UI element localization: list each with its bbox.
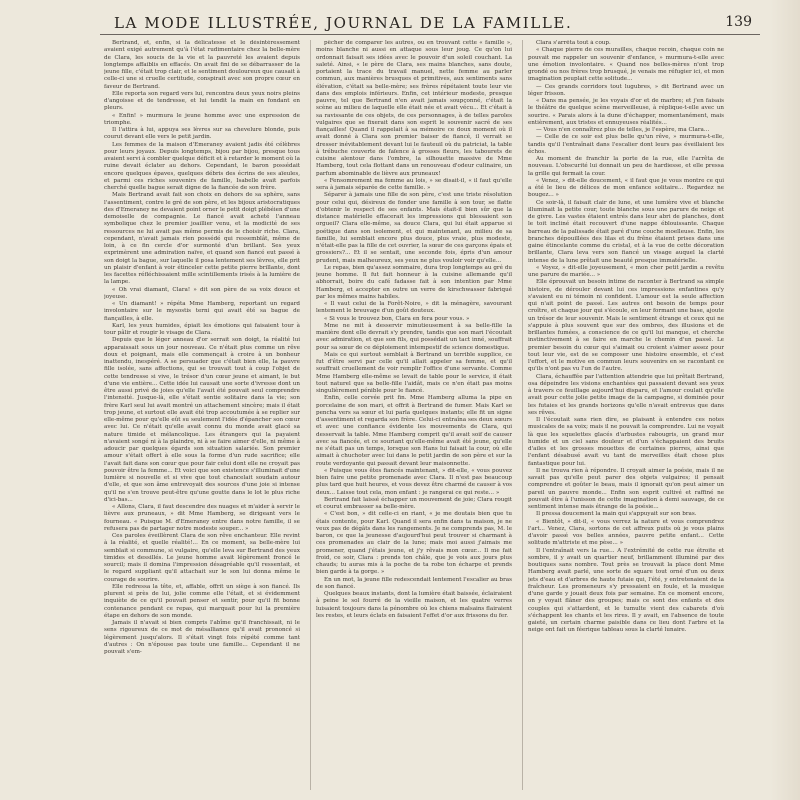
article-paragraph: Elle reporta son regard vers lui, rencontra deux yeux noirs pleins d'angoisse et de tendresse, et lui tendit la main en fondant en pleurs. [104, 90, 300, 112]
article-paragraph: « Enfin! » murmura le jeune homme avec une expression de triomphe. [104, 112, 300, 126]
masthead [96, 14, 752, 36]
article-paragraph: « Oh vrai diamant, Clara! » dit son père de sa voix douce et joyeuse. [104, 286, 300, 300]
article-paragraph: « Chaque pierre de ces murailles, chaque recoin, chaque coin ne pouvait me rappeler un souvenir d'enfance, » murmura-t-elle avec une émotion involontaire. « Quand nos belles-mères n'ont trop grondé ou nos frères trop brusqué, je venais me réfugier ici, et mon imagination peuplait cette solitude... [528, 47, 724, 83]
article-paragraph: Clara, échauffée par l'attention attendrie que lui prêtait Bertrand, osa dépeindre les visions enchantées qui passaient devant ses yeux à travers ce feuillage aujourd'hui disparu, et l'amour coulait qu'elle avait pour cette jolie petite image de la campagne, si dominée pour les futaies et les grands horizons qu'elle n'avait entrevus que dans ses rêves. [528, 373, 724, 416]
article-paragraph: Elle redressa la tête, et, affable, offrit un siège à son fiancé. Ils plurent si près de lui, jolie comme elle l'était, et si évidemment inquiète de ce qu'il pouvait penser et sentir, pour qu'il fit bonne contenance pendant ce repas, qui marquait pour lui la première étape en dehors de son monde. [104, 583, 300, 619]
column-divider [310, 40, 311, 790]
article-paragraph: « Un diamant! » répéta Mme Hamberg, reportant un regard involontaire sur le mysostis terni qui avait été sa bague de fiançailles, à elle. [104, 301, 300, 322]
text-column-1 [104, 40, 300, 792]
article-paragraph: pêcher de comparer les autres, ou en trouvant cette « famille », moins blanche ni aussi en attaque sous leur joug. Ce qu'on lui ordonnait faisait ses idées avec le pouvoir d'un soleil couchant. La saleté. Ainsi, « le père de Clara, ses mains blanches, sans doute, portaient la trace du travail manuel, nette femme au parler commun, aux manières brusques et primitives, aux sentiments sans élévation, c'était sa belle-mère; ses frères répétaient toute leur vie dans des emplois inférieurs. Enfin, cet intérieur modeste, presque pauvre, tel que Bertrand n'en avait jamais soupçonné, c'était la scène au milieu de laquelle elle était née et avait vécu... Et c'était à sa ravissante de ces objets, de ces personnages, à de telles paroles vulgaires que se fixerait dans son esprit le souvenir sacré de ses fiançailles! Quand il rappelait à sa mémoire ce doux moment où il avait donné à Clara son premier baiser de fiancé, il verrait se dresser inévitablement devant lui le fauteuil où du patriciat, la table à trébuche couverte de faïence à grosses fleurs, les tabourets de cuisine alentour dans l'ombre, la silhouette massive de Mme Hamberg, tout cela flottant dans un renouveau d'odeur culinaire, un parfum abominable de lièvre aux pruneaux! [316, 40, 512, 177]
article-paragraph: Les femmes de la maison d'Emeraney avaient jadis été célèbres pour leurs joyaux. Depuis longtemps, bijou par bijou, presque tous avaient servi à combler quelque déficit et à retarder le moment où la ruine devait éclater au dehors. Cependant, le baron possédait encore quelques épaves, quelques débris des écrins de ses aïeules, et parmi ces riches souvenirs de famille, Isabelle avait parfois cherché quelle bague serait digne de la fiancée de son frère. [104, 141, 300, 191]
article-paragraph: Mais ce qui surtout semblait à Bertrand un terrible supplice, ce fut d'être servi par celle qu'il allait appeler sa femme, et qu'il souffrait cruellement de voir remplir l'office d'une servante. Comme Mme Hamberg elle-même se levait de table pour le service, il était tout naturel que sa belle-fille l'aidât, mais ce n'en était pas moins singulièrement pénible pour le fiancé. [316, 351, 512, 394]
article-paragraph: Bertrand fait laissé échapper un mouvement de joie; Clara rougit et courut embrasser sa belle-mère. [316, 496, 512, 510]
article-paragraph: « C'est bon, » dit celle-ci en riant, « je me doutais bien que tu étais contente, pour Karl. Quand il sera enfin dans ta maison, je ne veux pas de dégâts dans les rangements. Je ne comprends pas, M. le baron, ce que la jeunesse d'aujourd'hui peut trouver si charmant à ces promenades au clair de la lune; mais moi aussi j'aimais me promener, quand j'étais jeune, et j'y rêvais mon cœur... Il me fait froid, ce soir, Clara : prends ton châle, que je vois aux jours plus chauds; tu auras mis à la poche de ta robe ton écharpe et prends bien garde à ta gorge. » [316, 511, 512, 576]
header-rule [100, 34, 760, 35]
article-paragraph: — Celle de ce soir est plus belle qu'un rêve, » murmura-t-elle, tandis qu'il l'entraînait dans l'escalier dont leurs pas éveillaient les échos. [528, 134, 724, 155]
article-paragraph: En un mot, la jeune fille redescendait lentement l'escalier au bras de son fiancé. [316, 576, 512, 590]
page-edge-shadow [770, 0, 800, 800]
article-paragraph: Clara s'arrêta tout à coup. [536, 40, 611, 46]
article-paragraph: — Ces grands corridors tout lugubres, » dit Bertrand avec un léger frisson. [528, 83, 724, 97]
article-paragraph: Enfin, celle corvée prit fin. Mme Hamberg alluma la pipe en porcelaine de son mari, et offrit à Bertrand de fumer. Mais Karl se pencha vers sa sœur et lui parla quelques instants; elle fit un signe d'assentiment et regarda son frère. Celui-ci entraîna ses deux sœurs et avec une confiance évidente les mouvements de Clara, qui desservait la table. Mme Hamberg comprit qu'il avait soif de causer avec sa fiancée, et ce souriant qu'elle-même avait été jeune, qu'elle ne s'était pas un temps, lorsque son Hans lui faisait la cour, où elle aimait à chuchoter avec lui dans le petit jardin de son père et sur la route verdoyante qui passait devant leur maisonnette. [316, 395, 512, 467]
article-paragraph: Mme ne mit à desservir minutieusement à sa belle-fille la manière dont elle devrait s'y prendre, tandis que son mari l'écoutait avec admiration, et que son fils, qui possédait un tact inné, souffrait pour sa sœur de ce déploiement intempestif de science domestique. [316, 322, 512, 351]
article-paragraph: Il l'écoutait sans rien dire, se plaisant à entendre ces notes musicales de sa voix; mais il ne pouvait la comprendre. Lui ne voyait là que les squelettes glacés d'arbustes rabougris, un grand mur humide et un ciel sans douleur et d'un s'échappaient des bruits d'ailes et les grosses mouettes de certaines pierres, ainsi que l'enfant désabusé avait vu tant de merveilles était chose plus fantastique pour lui. [528, 417, 724, 467]
article-paragraph: Mais Bertrand avait fait son choix en dehors de sa sphère, sans l'assentiment, contre le gré de son père, et les bijoux aristocratiques des d'Emeraney ne devaient point orner le petit doigt plébéien d'une demoiselle de compagnie. Le fiancé avait acheté l'anneau symbolique chez le premier joaillier venu, et la modicité de ses ressources ne lui avait pas même permis de le choisir riche. Clara, cependant, n'avait jamais rien possédé qui ressemblât, même de loin, à ce fin cercle d'or surmonté d'un brillant. Ses yeux exprimèrent une admiration naïve, et quand son fiancé eut passé à son doigt la bague, sur laquelle il posa lentement ses lèvres, elle prit un plaisir d'enfant à voir étinceler cette petite pierre brillante, dont les facettes réfléchissaient mille scintillements irisés à la lumière de la lampe. [104, 192, 300, 286]
article-paragraph: « Venez, » dit-elle doucement, « il faut que je vous montre ce qui a été le lieu de délices de mon enfance solitaire... Regardez ne bougez... » [528, 177, 724, 199]
article-paragraph: Le repas, bien qu'assez sommaire, dura trop longtemps au gré du jeune homme. Il fut fait honneur à la cuisine allemande qu'il abhorrait, boire du café fadasse fait à son intention par Mme Hamberg, et accepter en outre un verre de kirschwasser fabriqué par les mêmes mains habiles. [316, 264, 512, 300]
article-paragraph: Séparer à jamais une fille de son père, c'est une triste résolution pour celui qui, désireux de fonder une famille à son tour, se flatte d'obtenir le respect de ses enfants. Mais était-il bien sûr que la distance matérielle effacerait les impressions qui blessaient son orgueil? Clara elle-même, sa douce Clara, qui lui était apparue si poétique dans son isolement, et qui maintenant, au milieu de sa famille, lui semblait encore plus douce, plus vraie, plus modeste, n'était-elle pas la fille de cet ouvrier, la sœur de ces garçons épais et grossiers?... Et il se sentait, une seconde fois, épris d'un amour prudent, mais malheureux, ses yeux ne plus vouloir voir qu'elle... [316, 192, 512, 264]
page-number: 139 [725, 14, 752, 30]
article-paragraph: Il ne trouva rien à répondre. Il croyait aimer la poésie, mais il ne savait pas qu'elle peut parer des objets vulgaires; il pensait comprendre et goûter le beau, mais il ignorait qu'on peut aimer un pareil un pauvre monde... Enfin son esprit cultivé et raffiné ne pouvait être à l'unisson de cette imagination à demi sauvage, de ce sentiment intense mais étrange de la poésie... [528, 467, 724, 510]
article-paragraph: Ces paroles éveillèrent Clara de son rêve enchanteur. Elle revint à la réalité, et quelle réalité!... En ce moment, sa belle-mère lui semblait si commune, si vulgaire, qu'elle leva sur Bertrand des yeux timides et dessillés. Le jeune homme avait légèrement froncé le sourcil; mais il domina l'impression désagréable qu'il ressentait, et le regard suppliant qu'il attachait sur le son lui donna même le courage de sourire. [104, 533, 300, 583]
text-column-3 [528, 40, 724, 792]
article-paragraph: « Puisque vous êtes fiancés maintenant, » dit-elle, « vous pouvez bien faire une petite promenade avec Clara. Il n'est pas beaucoup plus tard que huit heures, et vous devez être charmé de causer à vos deux... Laisse tout cela, mon enfant : je rangerai ce qui reste... » [316, 467, 512, 496]
article-paragraph: Il l'entraînait vers la rue... A l'extrémité de cette rue étroite et sombre, il y avait un quartier neuf, brillamment illuminé par des boutiques sans nombre. Tout près se trouvait la place dont Mme Hamberg avait parlé, une sorte de square tout orné d'un ou deux jets d'eau et d'arbres de haute futaie qui, l'été, y entretenaient de la fraîcheur. Les promeneurs s'y pressaient en foule, et la musique d'une garde y jouait deux fois par semaine. En ce moment encore, on y voyait flâner des groupes; mais ce sont des enfants et des couples qui s'attardent, et le tumulte vient des cabarets d'où s'échappent les chants et les rires. Il y avait, en l'absence de toute gaieté, un certain charme paisible dans ce lieu dont l'arbre et la neige ont fait un féerique tableau sous la clarté lunaire. [528, 547, 724, 634]
article-paragraph: Quelques beaux instants, dont la lumière était baissée, éclairaient à peine le sol fourré de la vieille maison, et les quatre verres luisaient toujours dans la pénombre où les chiens malsains flairaient les restes, et leurs éclats en faisaient l'effet d'or aux frissons du fer. [316, 591, 512, 619]
masthead-title: LA MODE ILLUSTRÉE, JOURNAL DE LA FAMILLE. [114, 14, 573, 32]
article-paragraph: Bertrand, et, enfin, si la délicatesse et le désintéressement avaient exigé autrement qu'à l'état rudimentaire chez la belle-mère de Clara, les soucis de la vie et la pauvreté les avaient depuis longtemps affaiblis en effacés. On avait fini de se débarrasser de la jeune fille, c'était trop clair, et le sentiment douloureux que causait à celle-ci une si cruelle certitude, conspirait avec son propre cœur en faveur de Bertrand. [104, 40, 300, 90]
article-paragraph: Elle éprouvait un besoin intime de raconter à Bertrand sa simple histoire, de dérouler devant lui ces impressions enfantines qu'y s'avaient eu ni témoin ni confident. L'amour est la seule affection qui n'ait point de passé. Les autres ont besoin de temps pour croître, et chaque jour qui s'écoule, en leur formant une base, ajoute un trésor de leur souvenir. Mais le sentiment étrange et ceux qui ne s'appuie à plus souvent que sur des ombres, des illusions et de brillantes fumées, a conscience de ce qu'il lui manque, et cherche instinctivement à se faire en marche le chemin d'un passé. Le premier besoin du cœur qui s'aimait ou croient s'aimer assez pour tout leur vie, est de se composer une histoire ensemble, et c'est l'effort, et le motive en commun leurs souvenirs en se racontant ce qu'ils n'ont pas vu l'un de l'autre. [528, 279, 724, 373]
article-paragraph: « Il vaut celui de la Forêt-Noire, » dit la ménagère, savourant lentement le breuvage d'un goût douteux. [316, 301, 512, 315]
article-paragraph: « Dans ma pensée, je les voyais d'or et de marbre; et j'en faisais le théâtre de quelque scène merveilleuse, à réplique-t-elle avec un sourire. « Parais alors à la dune d'échapper, momentanément, mais entièrement, aux tristes et ennuyeuses réalités... [528, 98, 724, 126]
article-paragraph: « Fensomrement ma femme au lois, » se disait-il, « il faut qu'elle sera à jamais séparée de cette famille. » [316, 177, 512, 191]
article-paragraph: Il pressa doucement la main qui s'appuyait sur son bras. [536, 511, 697, 518]
article-paragraph: « Allons, Clara, il faut descendre des nuages et m'aider à servir le lièvre aux pruneaux, » dit Mme Hamberg, se dirigeant vers le fourneau. « Puisque M. d'Emeraney entre dans notre famille, il se refusera pas de partager notre modeste souper... » [104, 504, 300, 532]
column-divider [522, 40, 523, 790]
article-paragraph: — Vous n'en connaîtrez plus de telles, je l'espère, ma Clara... [536, 127, 710, 133]
article-paragraph: « Bientôt, » dit-il, « vous verrez la nature et vous comprendrez l'art... Venez, Clara, sortons de cet affreux puits où je vous plains d'avoir passé vos belles années, pauvre petite enfant... Cette solitude m'attriste et me pèse... » [528, 518, 724, 547]
article-paragraph: Depuis que le léger anneau d'or serrait son doigt, la réalité lui apparaissait sous un jour nouveau. Ce n'était plus comme un rêve doux et poignant, mais elle commençait à croire à un bonheur inattendu, inespéré. A se persuader que c'était bien elle, la pauvre fille isolée, sans affections, qui se trouvait tout à coup l'objet de cette tendresse si vive, le trésor d'un cœur jeune et aimant, le but d'une vie entière... Cette idée lui causait une sorte d'ivresse dont un être aussi privé de joies qu'elle l'avait été pouvait seul comprendre l'intensité. Jusque-là, elle s'était sentie solitaire dans la vie; son frère Karl seul lui avait montré un attachement sincère; mais il était trop jeune, et surtout elle avait été trop accoutumée à se replier sur elle-même pour qu'elle eût su seulement l'idée d'épancher son cœur avec lui. Ce n'était qu'elle avait connu du monde avait glacé sa nature timide et mélancolique. Les étrangers qui la payaient n'avaient songé ni à la plaindre, ni à se faire aimer d'elle, ni même à adoucir par quelques égards son situation salariée. Son premier amour s'était offert à elle sous la forme d'un rude sacrifice; elle l'avait fait dans son cœur que pour fair celui dont elle ne croyait pas pouvoir être la femme... Et voici que son existence s'illuminait d'une lumière si nouvelle et si vive que tout chancelait soudain autour d'elle, et que son âme entrevoyait des sources d'une joie si intense qu'il ne s'en trouve peut-être qu'une goutte dans le lot le plus riche d'ici-bas... [104, 337, 300, 503]
article-paragraph: Ce soir-là, il faisait clair de lune, et une lumière vive et blanche illuminait la petite cour, toute blanche sous une parure de neige et de givre. Les vastes étaient entrés dans leur abri de planches, dont le toit incliné était recouvert d'une nappe éblouissante. Chaque barreau de la palissade était paré d'une couche moelleuse. Enfin, les branches dépouillées des lilas et du frêne étaient prises dans une gaine étincelante comme du cristal, et à la vue de cette décoration brillante, Clara leva vers son fiancé un visage auquel la clarté intense de la lune prêtait une beauté presque immatérielle. [528, 199, 724, 264]
article-paragraph: Il l'attira à lui, appuya ses lèvres sur sa chevelure blonde, puis courut devant elle vers le petit jardin. [104, 127, 300, 141]
text-column-2 [316, 40, 512, 792]
article-paragraph: « Si vous le trouvez bon, Clara en fera pour vous. » [324, 315, 470, 322]
article-paragraph: Karl, les yeux humides, épiait les émotions qui faisaient tour à tour pâlir et rougir le visage de Clara. [104, 322, 300, 336]
article-paragraph: Au moment de franchir la porte de la rue, elle l'arrêta de nouveau. L'obscurité lui donnait un peu de hardiesse, et elle pressa la grille qui fermait la cour. [528, 156, 724, 177]
article-paragraph: « Voyez, » dit-elle joyeusement, « mon cher petit jardin a revêtu une parure de mariée... » [528, 264, 724, 278]
article-paragraph: Jamais il n'avait si bien compris l'abîme qu'il franchissait, ni le sens rigoureux de ce mot de mésalliance qu'il avait prononcé si légèrement jusqu'alors. Il s'était vingt fois répété comme tant d'autres : On n'épouse pas toute une famille... Cependant il ne pouvait s'em- [104, 620, 300, 655]
